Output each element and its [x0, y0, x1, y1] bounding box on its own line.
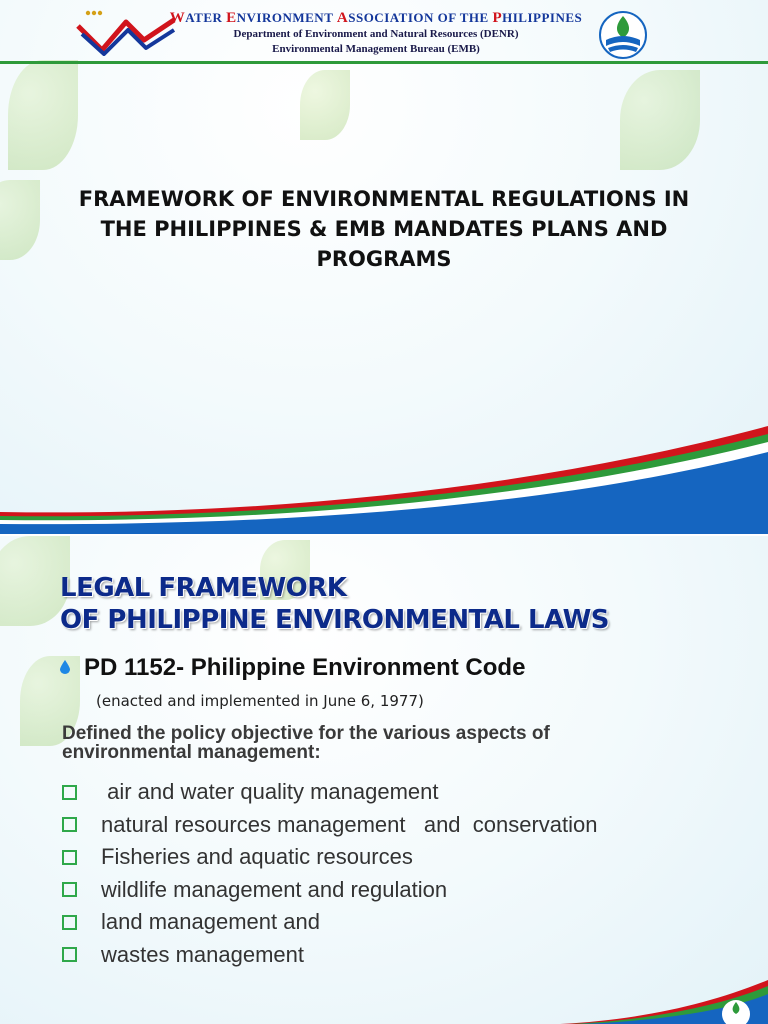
list-item-label: wildlife management and regulation: [101, 876, 448, 902]
org-word: NVIRONMENT: [236, 10, 337, 25]
leaf-decoration: [620, 70, 700, 170]
pd-bullet: [60, 654, 525, 682]
org-word: HILIPPINES: [502, 10, 583, 25]
list-item: [62, 776, 598, 809]
leaf-decoration: [8, 60, 78, 170]
footer-swoosh: [560, 980, 768, 1024]
list-item: [62, 809, 598, 842]
list-item-label: Fisheries and aquatic resources: [101, 844, 413, 870]
list-item-label: land management and: [101, 909, 320, 935]
checkbox-bullet-icon: [62, 817, 77, 832]
pd-note: (enacted and implemented in June 6, 1977): [96, 692, 424, 710]
header-divider: [0, 61, 768, 64]
list-item: [62, 906, 598, 939]
org-word: ATER: [185, 10, 227, 25]
title-line: FRAMEWORK OF ENVIRONMENTAL REGULATIONS IN: [78, 187, 690, 211]
slide-title-text: [40, 184, 728, 274]
list-item-label: air and water quality management: [101, 779, 439, 805]
checkbox-bullet-icon: [62, 947, 77, 962]
title-line: THE PHILIPPINES & EMB MANDATES PLANS AND: [100, 217, 668, 241]
checkbox-bullet-icon: [62, 785, 77, 800]
org-initial: W: [169, 10, 186, 26]
org-word: SSOCIATION OF THE: [348, 10, 493, 25]
checkbox-bullet-icon: [62, 915, 77, 930]
water-drop-icon: [60, 660, 70, 674]
slide-heading: [60, 572, 609, 636]
policy-statement: Defined the policy objective for the various aspects of environmental management:: [62, 723, 550, 763]
list-item: [62, 939, 598, 972]
heading-line: LEGAL FRAMEWORK: [60, 573, 347, 603]
org-initial: A: [336, 10, 349, 26]
footer-swoosh: [0, 420, 768, 534]
list-item: [62, 874, 598, 907]
slide-legal-framework: [0, 536, 768, 1024]
list-item-label: wastes management: [101, 941, 304, 967]
pd-title: PD 1152- Philippine Environment Code: [84, 654, 526, 681]
bureau-line: Environmental Management Bureau (EMB): [272, 43, 480, 55]
heading-line: OF PHILIPPINE ENVIRONMENTAL LAWS: [60, 605, 609, 635]
leaf-decoration: [0, 180, 40, 260]
title-line: PROGRAMS: [316, 247, 452, 271]
management-list: [62, 776, 598, 971]
org-initial: E: [226, 10, 237, 26]
leaf-decoration: [300, 70, 350, 140]
slide-header: [0, 0, 768, 64]
checkbox-bullet-icon: [62, 850, 77, 865]
list-item-label: natural resources management and conservation: [101, 811, 598, 837]
denr-globe-logo: [598, 10, 648, 60]
org-initial: P: [492, 10, 503, 26]
department-line: Department of Environment and Natural Resources (DENR): [233, 28, 519, 40]
checkbox-bullet-icon: [62, 882, 77, 897]
list-item: [62, 841, 598, 874]
